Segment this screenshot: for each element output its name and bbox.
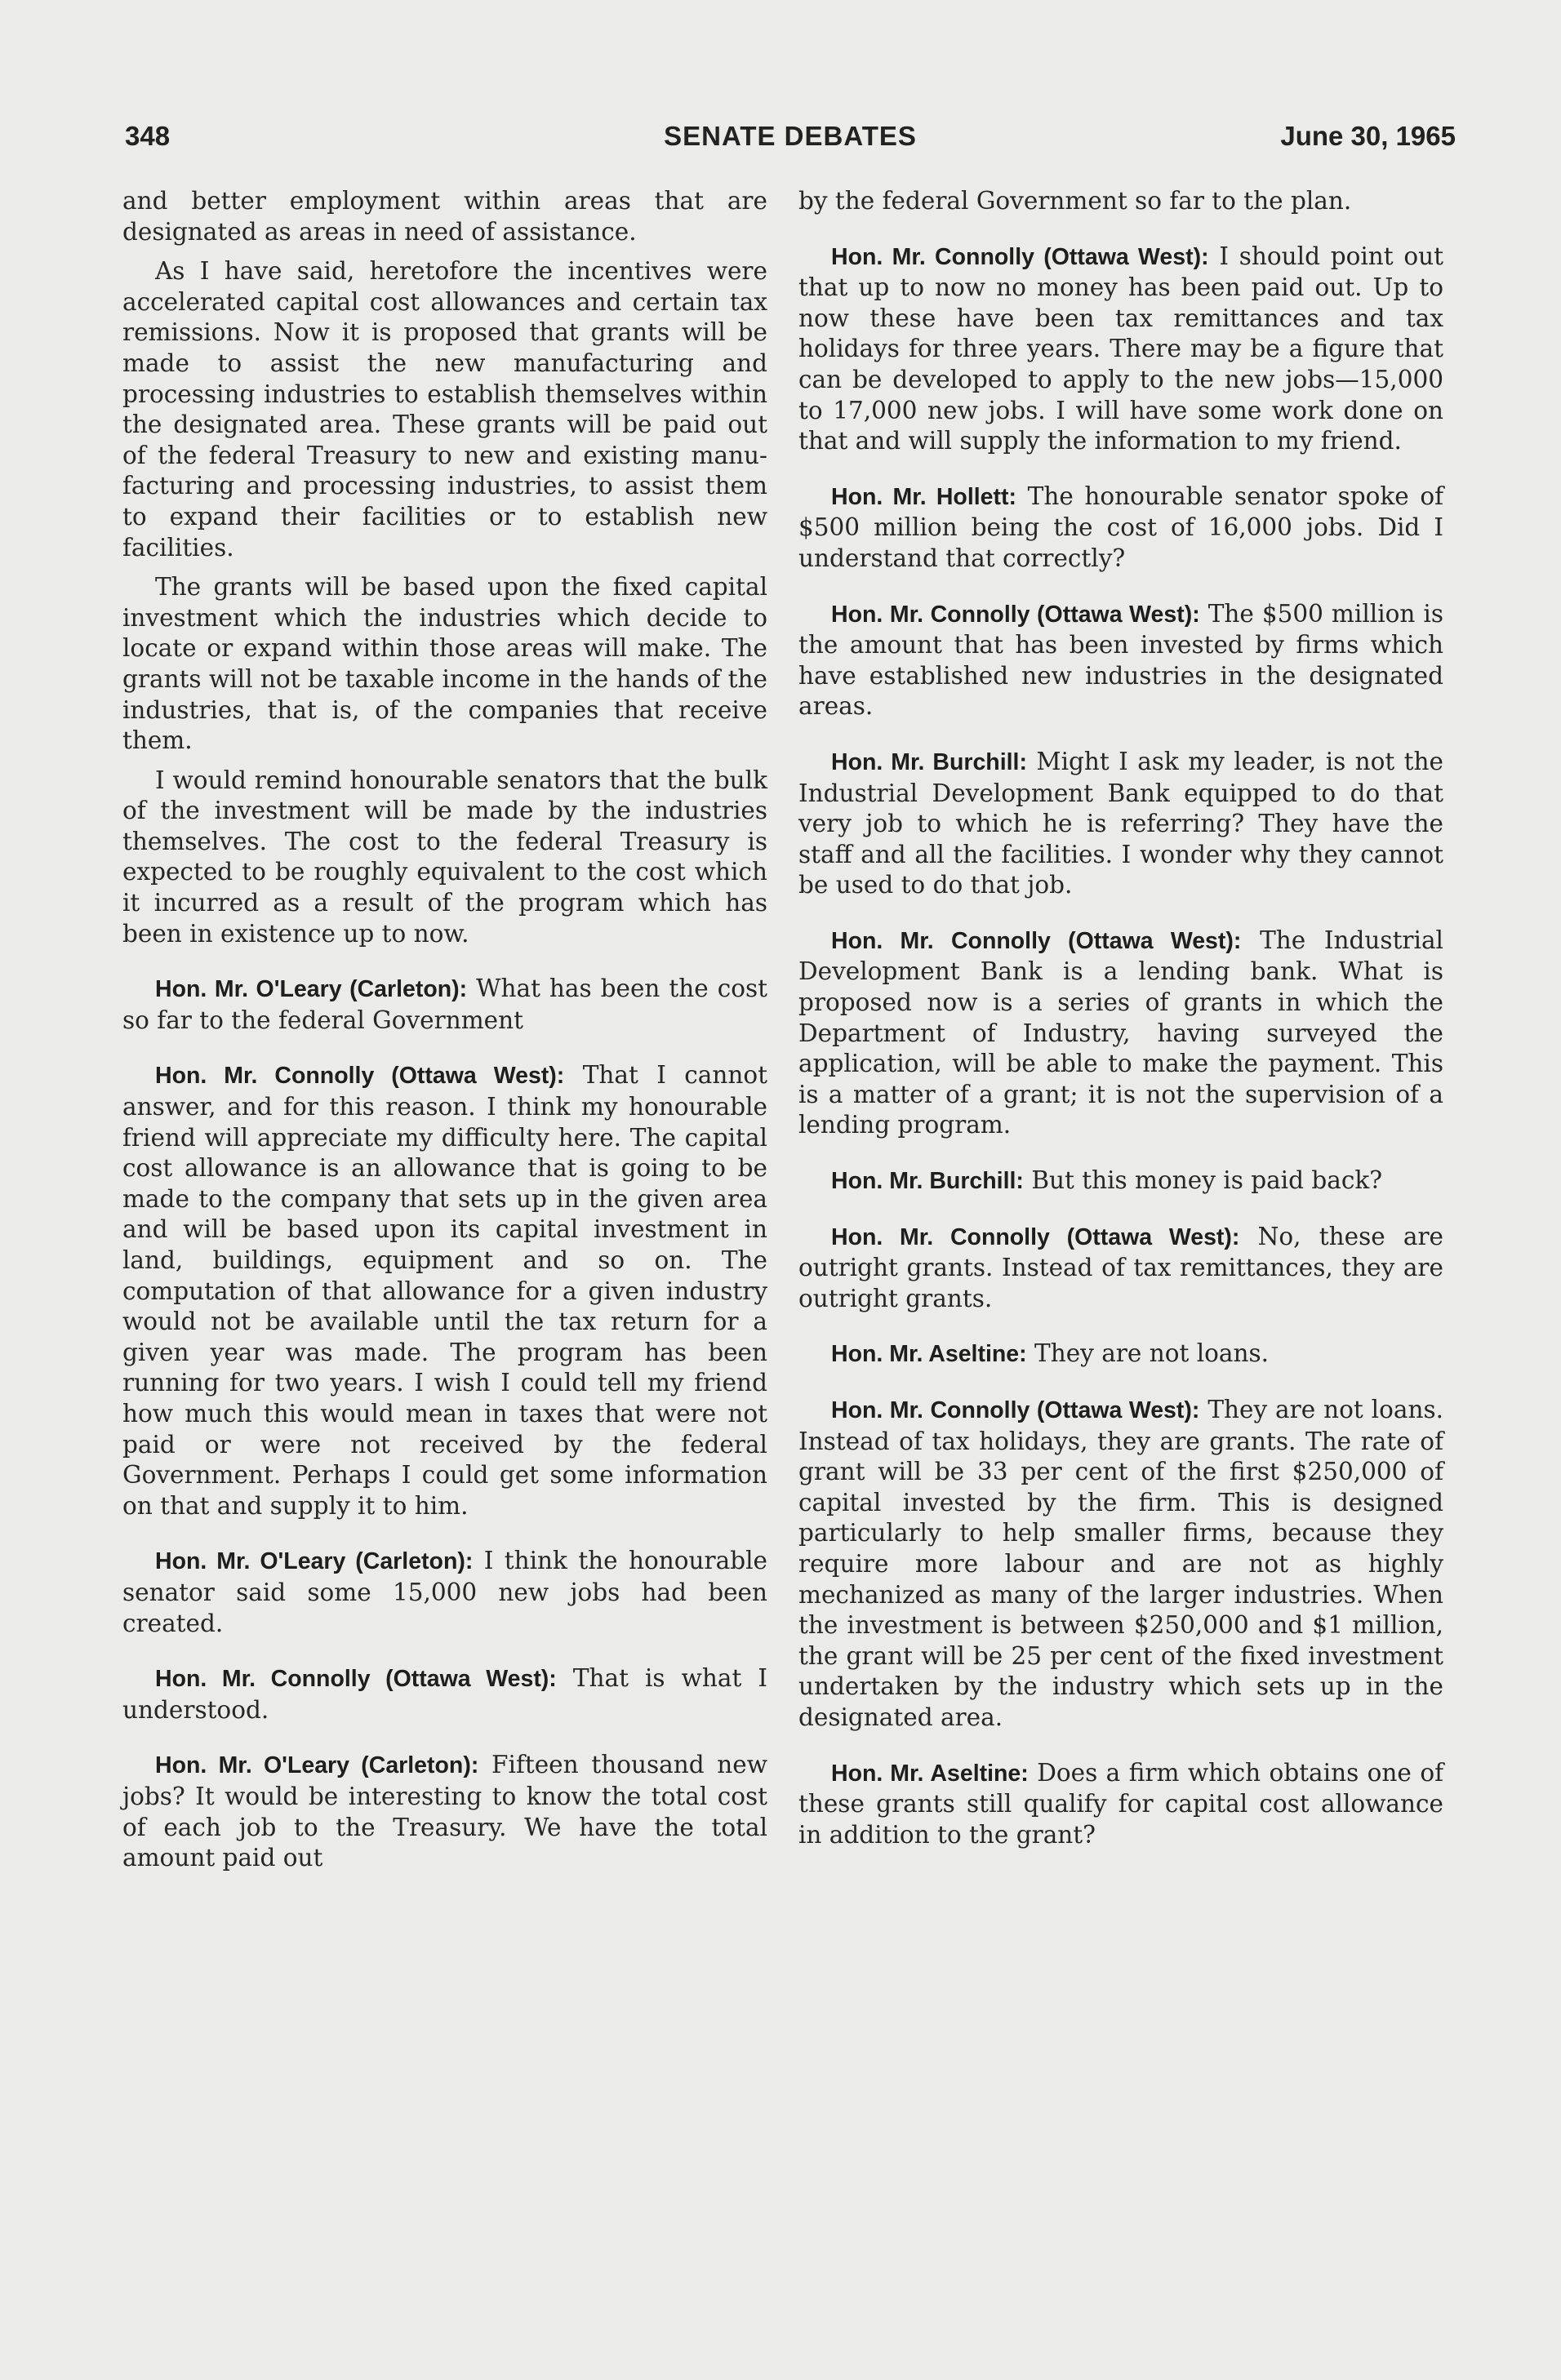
speech-paragraph: Hon. Mr. Connolly (Ottawa West): I should point out that up to now no money has been paid out. Up to now these have been tax remittances and tax holidays for three years. There may be a figure that can be developed to apply to the new jobs—15,000 to 17,000 new jobs. I will have some work done on that and will supply the information to my friend.: [798, 242, 1443, 455]
speaker-name: Hon. Mr. O'Leary (Carleton):: [155, 1548, 474, 1575]
speech-paragraph: Hon. Mr. Connolly (Ottawa West): The Industrial Development Bank is a lending bank. What is proposed now is a series of grants in which the Department of Industry, having surveyed the application, will be able to make the payment. This is a matter of a grant; it is not the supervision of a lending program.: [798, 926, 1443, 1139]
speaker-name: Hon. Mr. O'Leary (Carleton):: [155, 976, 468, 1003]
page-date: June 30, 1965: [1280, 121, 1456, 151]
speaker-name: Hon. Mr. Burchill:: [831, 1168, 1024, 1195]
speech-paragraph: Hon. Mr. Hollett: The honourable senator spoke of $500 million being the cost of 16,000 jobs. Did I understand that correctly?: [798, 482, 1443, 572]
page-number: 348: [125, 121, 171, 151]
paragraph: and better employment within areas that are designated as areas in need of assistance.: [122, 187, 767, 246]
speech-paragraph: Hon. Mr. Aseltine: Does a firm which obtains one of these grants still qualify for capital cost allowance in addition to the grant?: [798, 1758, 1444, 1849]
speech-paragraph: Hon. Mr. O'Leary (Carleton): What has been the cost so far to the federal Government: [122, 975, 767, 1034]
speech-paragraph: Hon. Mr. Burchill: But this money is paid back?: [831, 1166, 1383, 1195]
page-title: SENATE DEBATES: [664, 121, 917, 151]
speech-paragraph: Hon. Mr. Connolly (Ottawa West): The $500 million is the amount that has been invested by firms which have established new industries in the designated areas.: [798, 599, 1443, 721]
paragraph: I would remind honourable senators that the bulk of the investment will be made by the industries themselves. The cost to the federal Treasury is expected to be roughly equivalent to the cost which it incurred as a result of the program which has been in existence up to now.: [122, 766, 767, 948]
speech-paragraph: Hon. Mr. O'Leary (Carleton): I think the honourable senator said some 15,000 new jobs had been created.: [122, 1547, 767, 1637]
speech-paragraph: Hon. Mr. Connolly (Ottawa West): That is what I understood.: [122, 1664, 767, 1724]
paragraph: by the federal Government so far to the plan.: [798, 187, 1352, 215]
speech-paragraph: Hon. Mr. Connolly (Ottawa West): They are not loans. Instead of tax holidays, they are grants. The rate of grant will be 33 per cent of the first $250,000 of capital invested by the firm. This is designed particularly to help smaller firms, because they require more labour and are not as highly mechanized as many of the larger industries. When the investment is between $250,000 and $1 million, the grant will be 25 per cent of the fixed investment undertaken by the industry which sets up in the designated area.: [798, 1396, 1443, 1731]
paragraph: The grants will be based upon the fixed capital investment which the industries which decide to locate or expand within those areas will make. The grants will not be taxable income in the hands of the industries, that is, of the companies that receive them.: [122, 573, 767, 755]
speaker-name: Hon. Mr. Connolly (Ottawa West):: [831, 1223, 1240, 1250]
speaker-name: Hon. Mr. Aseltine:: [831, 1341, 1027, 1368]
speaker-name: Hon. Mr. Connolly (Ottawa West):: [831, 243, 1209, 270]
speech-paragraph: Hon. Mr. O'Leary (Carleton): Fifteen thousand new jobs? It would be interesting to know the total cost of each job to the Treasury. We have the total amount paid out: [122, 1751, 767, 1872]
paragraph: As I have said, heretofore the incentives were accelerated capital cost allowances and certain tax remissions. Now it is proposed that grants will be made to assist the new manufacturing and processing industries to establish themselves within the designated area. These grants will be paid out of the federal Treasury to new and existing manufacturing and processing industries, to assist them to expand their facilities or to establish new facilities.: [122, 257, 767, 562]
speech-paragraph: Hon. Mr. Connolly (Ottawa West): No, these are outright grants. Instead of tax remittances, they are outright grants.: [798, 1222, 1443, 1312]
speaker-name: Hon. Mr. Connolly (Ottawa West):: [831, 601, 1200, 628]
speaker-name: Hon. Mr. Connolly (Ottawa West):: [155, 1666, 557, 1693]
speaker-name: Hon. Mr. O'Leary (Carleton):: [155, 1752, 479, 1779]
speaker-name: Hon. Mr. Connolly (Ottawa West):: [831, 1397, 1200, 1423]
right-column: [798, 186, 1443, 1859]
speaker-name: Hon. Mr. Burchill:: [831, 748, 1027, 775]
page-header: [125, 121, 1456, 162]
speaker-name: Hon. Mr. Hollett:: [831, 483, 1016, 510]
speech-paragraph: Hon. Mr. Aseltine: They are not loans.: [831, 1339, 1270, 1368]
speech-paragraph: Hon. Mr. Burchill: Might I ask my leader, is not the Industrial Development Bank equipped to do that very job to which he is referring? They have the staff and all the facilities. I wonder why they cannot be used to do that job.: [798, 747, 1443, 899]
speech-paragraph: Hon. Mr. Connolly (Ottawa West): That I cannot answer, and for this reason. I think my honourable friend will appreciate my difficulty here. The capital cost allowance is an allowance that is going to be made to the company that sets up in the given area and will be based upon its capital investment in land, buildings, equipment and so on. The computation of that allowance for a given industry would not be available until the tax return for a given year was made. The program has been running for two years. I wish I could tell my friend how much this would mean in taxes that were not paid or were not received by the federal Government. Perhaps I could get some information on that and supply it to him.: [122, 1061, 767, 1520]
speaker-name: Hon. Mr. Aseltine:: [831, 1760, 1029, 1787]
speaker-name: Hon. Mr. Connolly (Ottawa West):: [155, 1063, 565, 1090]
left-column: [122, 186, 767, 1883]
speaker-name: Hon. Mr. Connolly (Ottawa West):: [831, 927, 1242, 954]
